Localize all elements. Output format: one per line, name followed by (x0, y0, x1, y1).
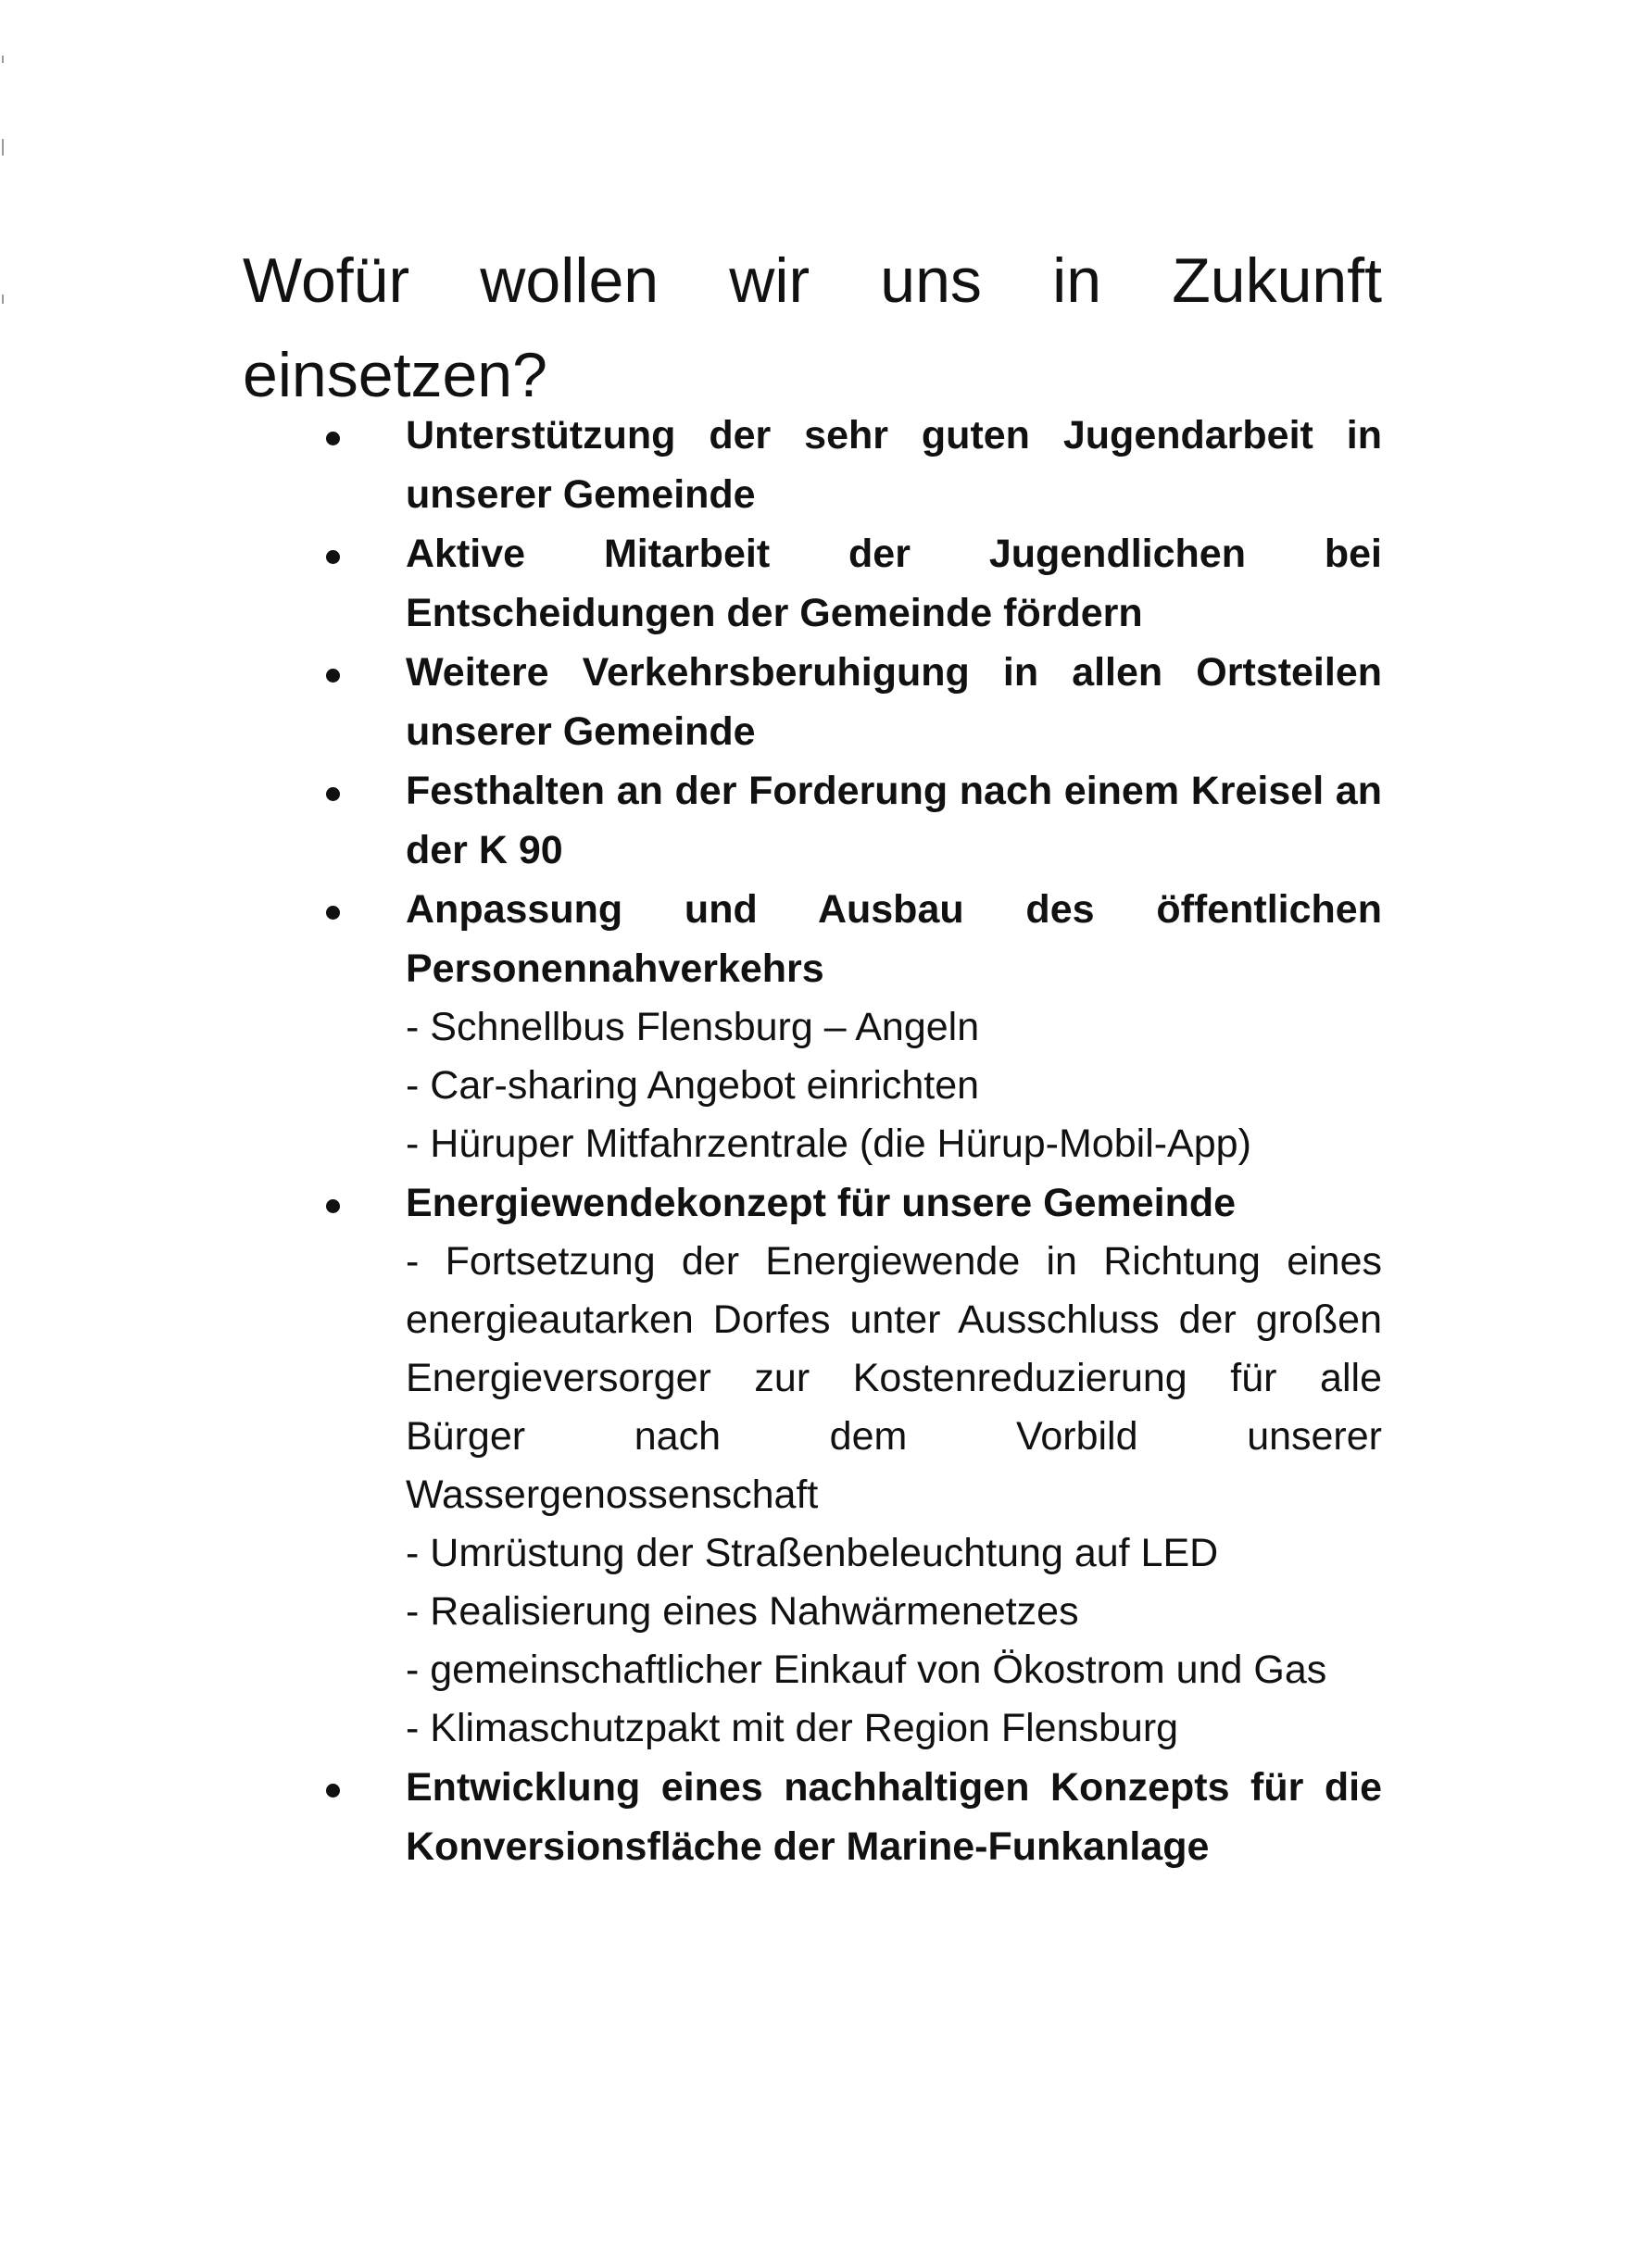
list-item (309, 1173, 1382, 1758)
bullet-icon (326, 669, 340, 683)
list-subitem: - Schnellbus Flensburg – Angeln (406, 1005, 980, 1049)
goals-list (309, 406, 1382, 1876)
list-subitem: - gemeinschaftlicher Einkauf von Ökostrom und Gas (406, 1648, 1327, 1692)
list-item-heading: Entwicklung eines nachhaltigen Konzepts für die Konversionsfläche der Marine-Funkanlage (406, 1765, 1382, 1869)
list-item-heading: Weitere Verkehrsberuhigung in allen Ortsteilen unserer Gemeinde (406, 650, 1382, 754)
list-subitem: - Umrüstung der Straßenbeleuchtung auf LED (406, 1531, 1219, 1575)
list-item (309, 524, 1382, 643)
bullet-icon (326, 1784, 340, 1798)
list-subitem: - Hüruper Mitfahrzentrale (die Hürup-Mobil-App) (406, 1121, 1251, 1166)
bullet-icon (326, 1199, 340, 1213)
bullet-icon (326, 550, 340, 564)
list-item-heading: Energiewendekonzept für unsere Gemeinde (406, 1181, 1237, 1225)
list-item (309, 406, 1382, 524)
scan-edge-mark (2, 294, 4, 304)
list-item (309, 1758, 1382, 1876)
list-item-heading: Anpassung und Ausbau des öffentlichen Personennahverkehrs (406, 887, 1382, 991)
bullet-icon (326, 787, 340, 801)
bullet-icon (326, 432, 340, 445)
list-subitem: - Fortsetzung der Energiewende in Richtung eines energieautarken Dorfes unter Ausschluss der großen Energieversorger zur Kostenreduzierung für alle Bürger nach dem Vorbild unserer Wassergenossenschaft (406, 1239, 1382, 1517)
list-item (309, 643, 1382, 761)
list-item (309, 761, 1382, 880)
page-title: Wofür wollen wir uns in Zukunft einsetzen? (243, 245, 1382, 410)
list-subitem: - Klimaschutzpakt mit der Region Flensburg (406, 1706, 1179, 1750)
list-item-heading: Aktive Mitarbeit der Jugendlichen bei Entscheidungen der Gemeinde fördern (406, 532, 1382, 635)
list-item-heading: Festhalten an der Forderung nach einem Kreisel an der K 90 (406, 769, 1382, 872)
scan-edge-mark (2, 56, 4, 63)
list-item (309, 880, 1382, 1173)
list-item-heading: Unterstützung der sehr guten Jugendarbeit in unserer Gemeinde (406, 413, 1382, 517)
scan-edge-mark (2, 139, 4, 156)
list-subitem: - Car-sharing Angebot einrichten (406, 1063, 980, 1108)
list-subitem: - Realisierung eines Nahwärmenetzes (406, 1589, 1079, 1634)
bullet-icon (326, 906, 340, 920)
